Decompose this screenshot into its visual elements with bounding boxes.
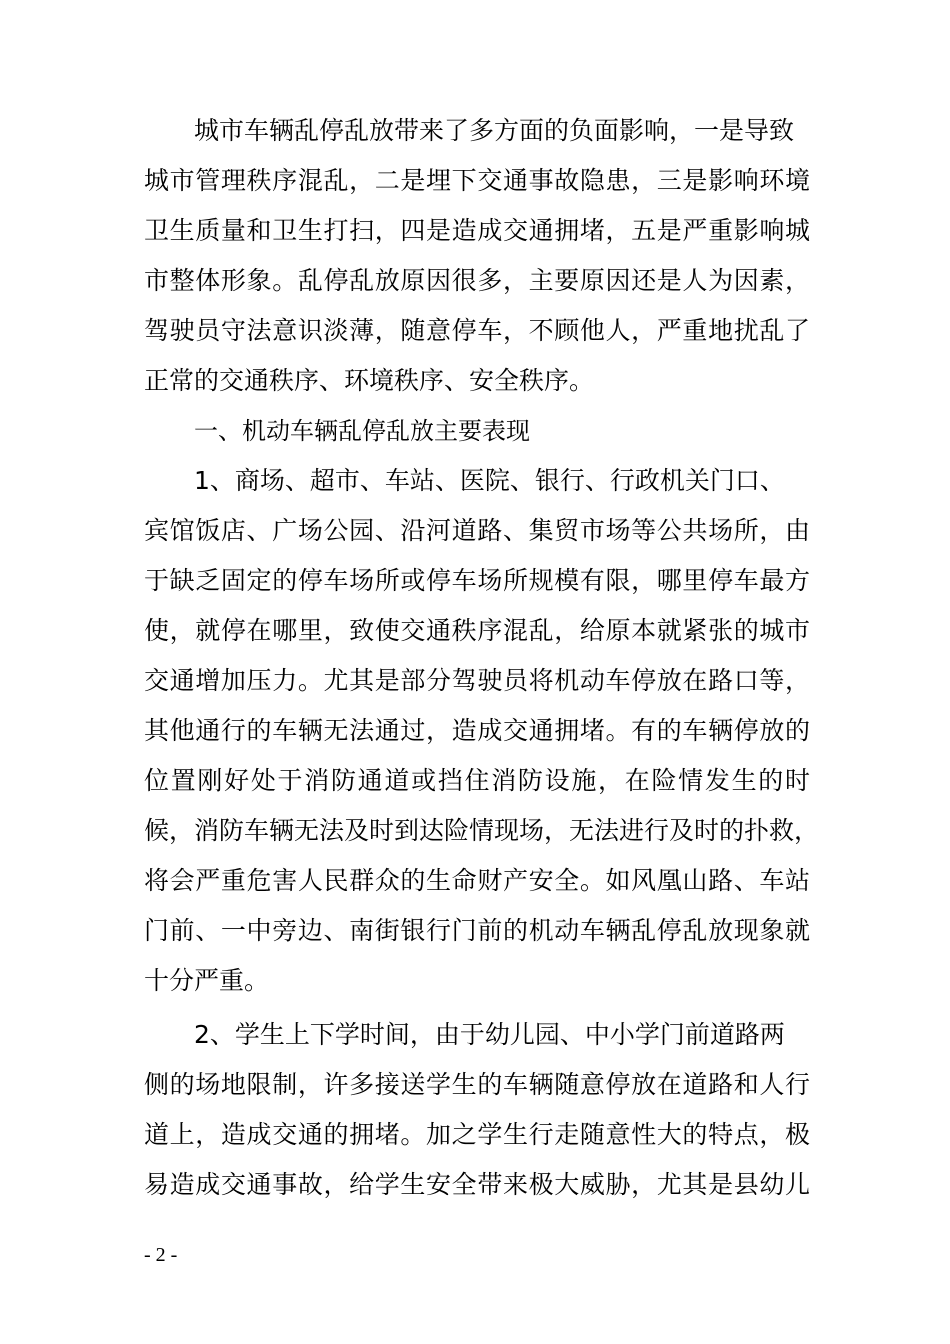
paragraph-2-line-5: 交通增加压力。尤其是部分驾驶员将机动车停放在路口等， xyxy=(144,666,810,695)
paragraph-3-line-3: 道上，造成交通的拥堵。加之学生行走随意性大的特点，极 xyxy=(144,1120,810,1149)
page-number: - 2 - xyxy=(144,1244,178,1266)
paragraph-3-line-2: 侧的场地限制，许多接送学生的车辆随意停放在道路和人行 xyxy=(144,1070,810,1099)
paragraph-2-line-9: 将会严重危害人民群众的生命财产安全。如风凰山路、车站 xyxy=(144,866,810,895)
paragraph-1-line-4: 市整体形象。乱停乱放原因很多，主要原因还是人为因素， xyxy=(144,266,810,295)
paragraph-3-line-1: 2、学生上下学时间，由于幼儿园、中小学门前道路两 xyxy=(194,1020,785,1049)
paragraph-1-line-1: 城市车辆乱停乱放带来了多方面的负面影响，一是导致 xyxy=(194,116,795,145)
paragraph-1-line-5: 驾驶员守法意识淡薄，随意停车，不顾他人，严重地扰乱了 xyxy=(144,316,810,345)
paragraph-2-line-10: 门前、一中旁边、南街银行门前的机动车辆乱停乱放现象就 xyxy=(144,916,810,945)
paragraph-2-line-6: 其他通行的车辆无法通过，造成交通拥堵。有的车辆停放的 xyxy=(144,716,810,745)
section-heading: 一、机动车辆乱停乱放主要表现 xyxy=(194,417,530,445)
paragraph-1-line-6: 正常的交通秩序、环境秩序、安全秩序。 xyxy=(144,366,595,395)
paragraph-2-line-7: 位置刚好处于消防通道或挡住消防设施，在险情发生的时 xyxy=(144,766,810,795)
paragraph-2-line-2: 宾馆饭店、广场公园、沿河道路、集贸市场等公共场所，由 xyxy=(144,516,810,545)
paragraph-2-line-1: 1、商场、超市、车站、医院、银行、行政机关门口、 xyxy=(194,466,785,495)
paragraph-2-line-11: 十分严重。 xyxy=(144,966,270,995)
paragraph-1-line-3: 卫生质量和卫生打扫，四是造成交通拥堵，五是严重影响城 xyxy=(144,216,810,245)
paragraph-2-line-8: 候，消防车辆无法及时到达险情现场，无法进行及时的扑救， xyxy=(144,816,820,845)
document-body xyxy=(144,106,820,1210)
paragraph-2-line-3: 于缺乏固定的停车场所或停车场所规模有限，哪里停车最方 xyxy=(144,566,810,595)
paragraph-2-line-4: 使，就停在哪里，致使交通秩序混乱，给原本就紧张的城市 xyxy=(144,616,810,645)
paragraph-3-line-4: 易造成交通事故，给学生安全带来极大威胁，尤其是县幼儿 xyxy=(144,1170,810,1199)
paragraph-1-line-2: 城市管理秩序混乱，二是埋下交通事故隐患，三是影响环境 xyxy=(144,166,810,195)
